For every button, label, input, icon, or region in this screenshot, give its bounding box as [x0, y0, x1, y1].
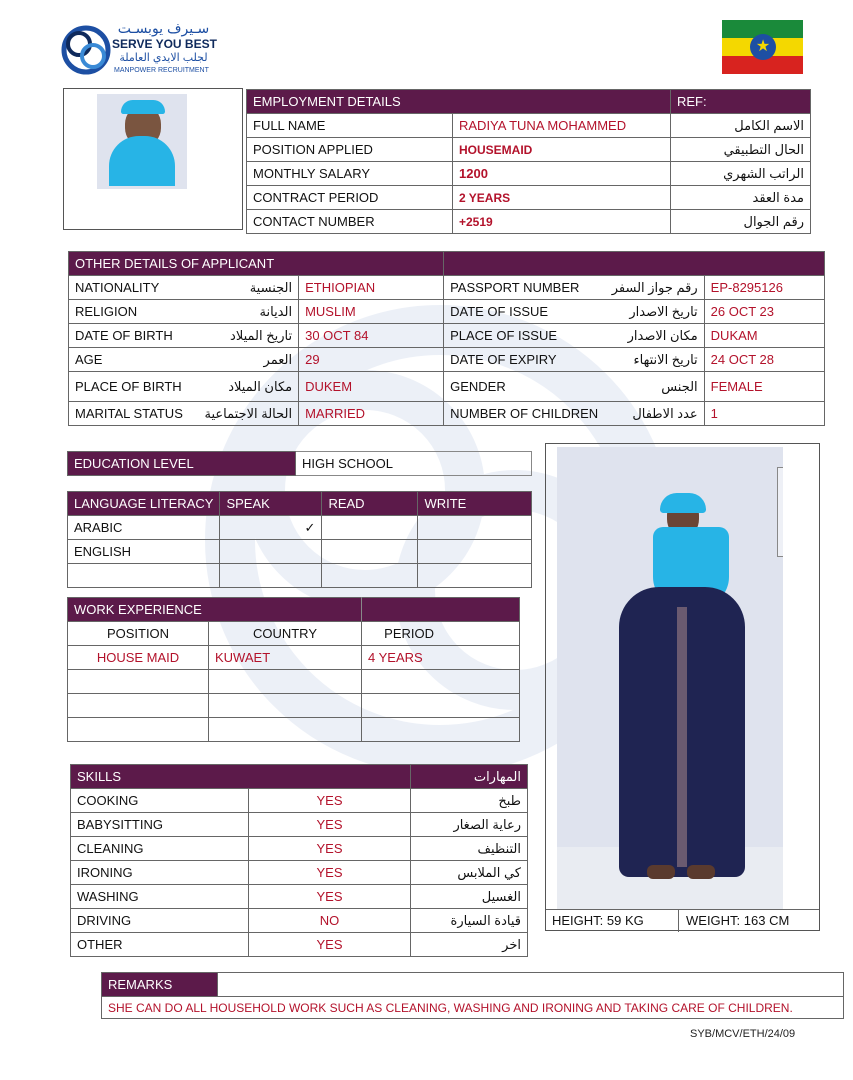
- work-country: KUWAET: [209, 646, 362, 670]
- read-cell: [322, 564, 418, 588]
- contact-number-label: CONTACT NUMBER: [247, 210, 453, 234]
- work-country: [209, 670, 362, 694]
- work-experience-header: WORK EXPERIENCE: [68, 598, 362, 622]
- skill-ar: كي الملابس: [411, 861, 528, 885]
- work-position: [68, 694, 209, 718]
- other-details-header: OTHER DETAILS OF APPLICANT: [69, 252, 444, 276]
- position-applied-value: HOUSEMAID: [453, 138, 671, 162]
- write-header: WRITE: [418, 492, 532, 516]
- skills-header-ar: المهارات: [411, 765, 528, 789]
- monthly-salary-label: MONTHLY SALARY: [247, 162, 453, 186]
- skill-name: OTHER: [71, 933, 249, 957]
- skill-ar: التنظيف: [411, 837, 528, 861]
- monthly-salary-value: 1200: [453, 162, 671, 186]
- company-logo: [60, 20, 220, 80]
- height-value: HEIGHT: 59 KG: [552, 913, 644, 928]
- other-row: [69, 372, 825, 402]
- gender-label: GENDER: [444, 372, 605, 402]
- logo-english: SERVE YOU BEST: [112, 37, 217, 51]
- skill-value: NO: [249, 909, 411, 933]
- read-header: READ: [322, 492, 418, 516]
- skills-header: SKILLS: [71, 765, 411, 789]
- skill-value: YES: [249, 885, 411, 909]
- monthly-salary-ar: الراتب الشهري: [671, 162, 811, 186]
- work-period: [362, 718, 520, 742]
- age-ar: العمر: [199, 348, 299, 372]
- full-name-ar: الاسم الكامل: [671, 114, 811, 138]
- passport-number-value: EP-8295126: [704, 276, 824, 300]
- write-cell: [418, 564, 532, 588]
- skills-table: [70, 764, 528, 957]
- logo-knot-icon: [60, 22, 112, 78]
- skill-value: YES: [249, 813, 411, 837]
- contract-period-value: 2 YEARS: [453, 186, 671, 210]
- place-of-issue-value: DUKAM: [704, 324, 824, 348]
- place-of-issue-label: PLACE OF ISSUE: [444, 324, 605, 348]
- marital-status-ar: الحالة الاجتماعية: [199, 402, 299, 426]
- religion-ar: الديانة: [199, 300, 299, 324]
- weight-value: WEIGHT: 163 CM: [686, 913, 790, 928]
- remarks-text: SHE CAN DO ALL HOUSEHOLD WORK SUCH AS CLEANING, WASHING AND IRONING AND TAKING CARE OF CHILDREN.: [102, 997, 844, 1019]
- other-details-table: [68, 251, 825, 426]
- education-value: HIGH SCHOOL: [296, 452, 532, 476]
- full-name-value: RADIYA TUNA MOHAMMED: [453, 114, 671, 138]
- number-of-children-ar: عدد الاطفال: [604, 402, 704, 426]
- date-of-birth-label: DATE OF BIRTH: [69, 324, 199, 348]
- number-of-children-value: 1: [704, 402, 824, 426]
- applicant-photo-small: [63, 88, 243, 230]
- country-col: COUNTRY: [209, 622, 362, 646]
- write-cell: [418, 516, 532, 540]
- nationality-ar: الجنسية: [199, 276, 299, 300]
- education-label: EDUCATION LEVEL: [68, 452, 296, 476]
- place-of-birth-ar: مكان الميلاد: [199, 372, 299, 402]
- religion-value: MUSLIM: [299, 300, 444, 324]
- other-row: [69, 276, 825, 300]
- work-country: [209, 694, 362, 718]
- language-name: [68, 564, 220, 588]
- nationality-label: NATIONALITY: [69, 276, 199, 300]
- applicant-photo-full: [545, 443, 820, 931]
- work-position: [68, 670, 209, 694]
- work-position: HOUSE MAID: [68, 646, 209, 670]
- speak-cell: [220, 564, 322, 588]
- skill-name: COOKING: [71, 789, 249, 813]
- other-row: [69, 348, 825, 372]
- work-experience-table: [67, 597, 520, 742]
- date-of-issue-value: 26 OCT 23: [704, 300, 824, 324]
- logo-subtitle: MANPOWER RECRUITMENT: [114, 67, 209, 74]
- contact-number-ar: رقم الجوال: [671, 210, 811, 234]
- contract-period-ar: مدة العقد: [671, 186, 811, 210]
- skill-ar: طبخ: [411, 789, 528, 813]
- skill-value: YES: [249, 933, 411, 957]
- skill-value: YES: [249, 861, 411, 885]
- date-of-expiry-label: DATE OF EXPIRY: [444, 348, 605, 372]
- passport-number-ar: رقم جواز السفر: [604, 276, 704, 300]
- education-table: [67, 451, 532, 476]
- work-period: [362, 670, 520, 694]
- date-of-expiry-ar: تاريخ الانتهاء: [604, 348, 704, 372]
- nationality-value: ETHIOPIAN: [299, 276, 444, 300]
- number-of-children-label: NUMBER OF CHILDREN: [444, 402, 605, 426]
- read-cell: [322, 540, 418, 564]
- place-of-birth-label: PLACE OF BIRTH: [69, 372, 199, 402]
- skill-name: BABYSITTING: [71, 813, 249, 837]
- skill-ar: اخر: [411, 933, 528, 957]
- employment-header: EMPLOYMENT DETAILS: [247, 90, 671, 114]
- age-value: 29: [299, 348, 444, 372]
- skill-name: CLEANING: [71, 837, 249, 861]
- position-applied-ar: الحال التطبيقي: [671, 138, 811, 162]
- age-label: AGE: [69, 348, 199, 372]
- marital-status-label: MARITAL STATUS: [69, 402, 199, 426]
- date-of-issue-label: DATE OF ISSUE: [444, 300, 605, 324]
- speak-header: SPEAK: [220, 492, 322, 516]
- logo-arabic-bottom: لجلب الايدي العاملة: [119, 52, 208, 64]
- other-row: [69, 324, 825, 348]
- contact-number-value: +2519: [453, 210, 671, 234]
- position-col: POSITION: [68, 622, 209, 646]
- place-of-issue-ar: مكان الاصدار: [604, 324, 704, 348]
- ethiopia-flag: [722, 20, 803, 74]
- skill-name: DRIVING: [71, 909, 249, 933]
- work-period: [362, 694, 520, 718]
- skill-name: WASHING: [71, 885, 249, 909]
- date-of-birth-value: 30 OCT 84: [299, 324, 444, 348]
- ref-label: REF:: [671, 90, 811, 114]
- document-code: SYB/MCV/ETH/24/09: [690, 1028, 796, 1040]
- date-of-issue-ar: تاريخ الاصدار: [604, 300, 704, 324]
- period-col: PERIOD: [362, 622, 520, 646]
- gender-value: FEMALE: [704, 372, 824, 402]
- other-row: [69, 402, 825, 426]
- language-name: ENGLISH: [68, 540, 220, 564]
- gender-ar: الجنس: [604, 372, 704, 402]
- skill-ar: الغسيل: [411, 885, 528, 909]
- full-name-label: FULL NAME: [247, 114, 453, 138]
- contract-period-label: CONTRACT PERIOD: [247, 186, 453, 210]
- position-applied-label: POSITION APPLIED: [247, 138, 453, 162]
- employment-details-table: [246, 89, 811, 234]
- language-name: ARABIC: [68, 516, 220, 540]
- language-table: [67, 491, 532, 588]
- check-icon: ✓: [220, 516, 322, 540]
- speak-cell: [220, 540, 322, 564]
- read-cell: [322, 516, 418, 540]
- date-of-expiry-value: 24 OCT 28: [704, 348, 824, 372]
- place-of-birth-value: DUKEM: [299, 372, 444, 402]
- flag-emblem-icon: ★: [750, 34, 776, 60]
- date-of-birth-ar: تاريخ الميلاد: [199, 324, 299, 348]
- language-literacy-header: LANGUAGE LITERACY: [68, 492, 220, 516]
- passport-number-label: PASSPORT NUMBER: [444, 276, 605, 300]
- other-row: [69, 300, 825, 324]
- religion-label: RELIGION: [69, 300, 199, 324]
- remarks-label: REMARKS: [102, 973, 218, 997]
- logo-arabic-top: سـيرف يوبسـت: [117, 20, 210, 36]
- skill-value: YES: [249, 789, 411, 813]
- remarks-table: [101, 972, 844, 1019]
- marital-status-value: MARRIED: [299, 402, 444, 426]
- skill-value: YES: [249, 837, 411, 861]
- skill-name: IRONING: [71, 861, 249, 885]
- skill-ar: رعاية الصغار: [411, 813, 528, 837]
- work-position: [68, 718, 209, 742]
- work-country: [209, 718, 362, 742]
- write-cell: [418, 540, 532, 564]
- skill-ar: قيادة السيارة: [411, 909, 528, 933]
- work-period: 4 YEARS: [362, 646, 520, 670]
